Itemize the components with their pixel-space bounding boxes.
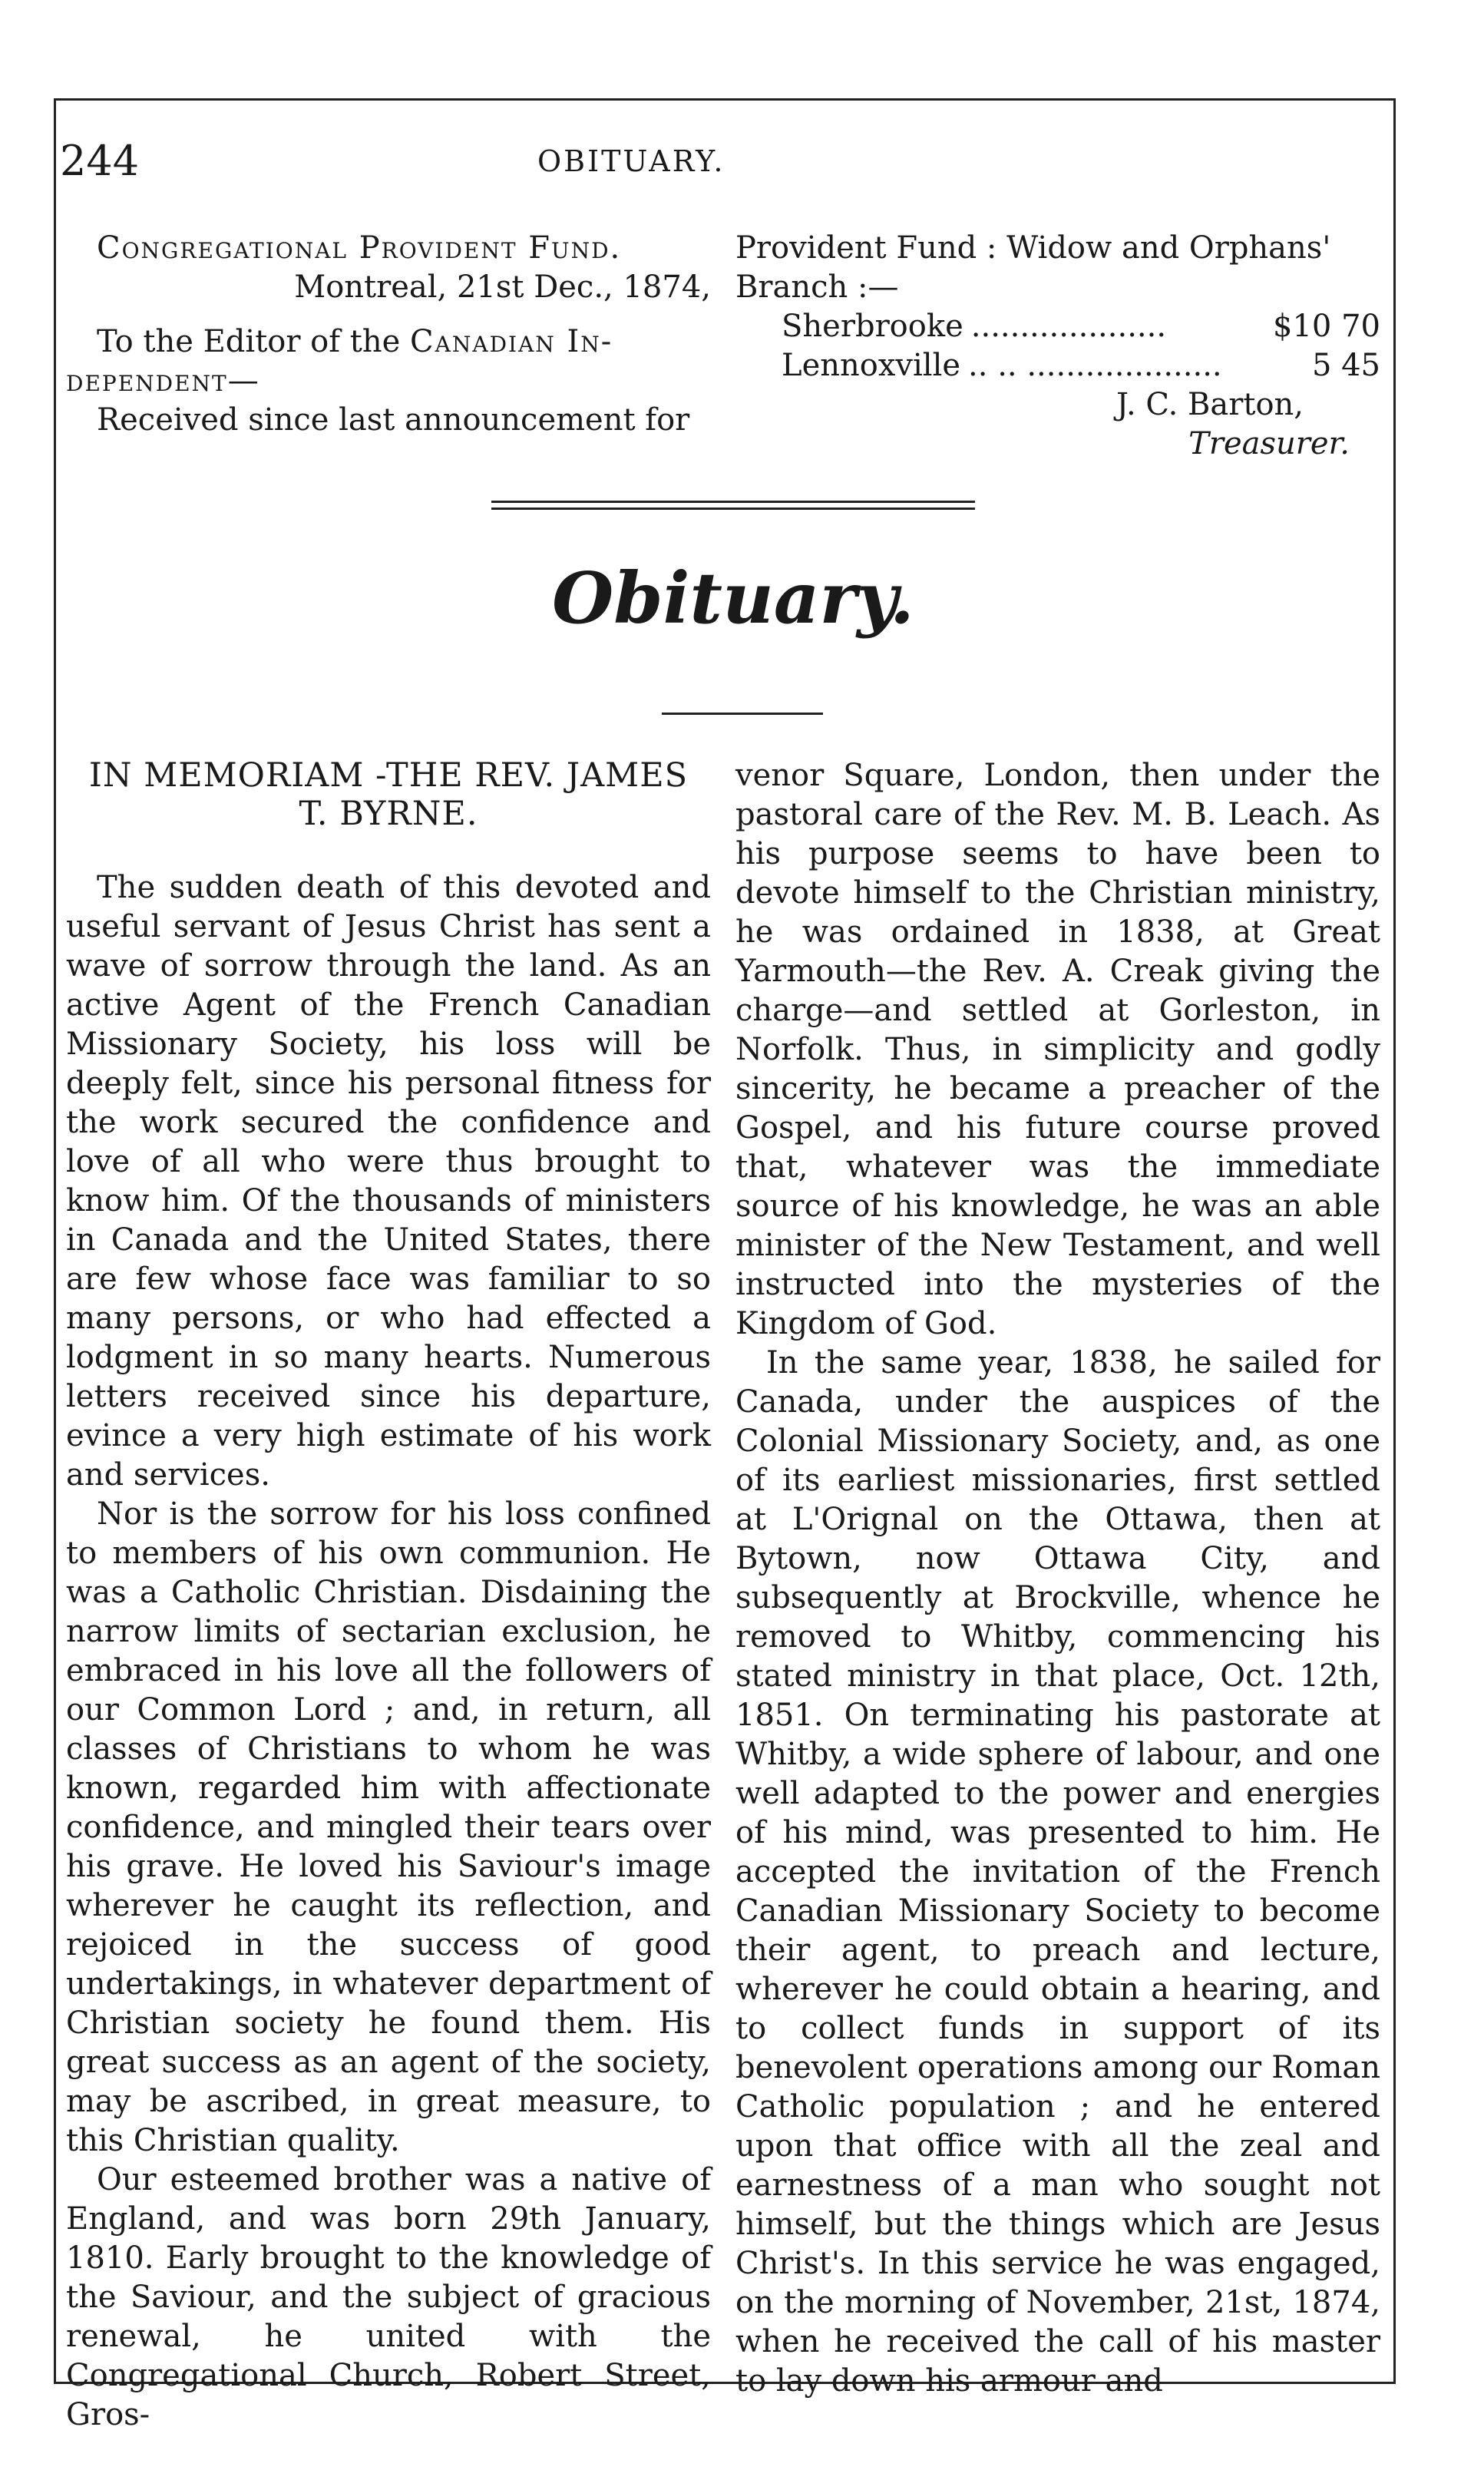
memoriam-paragraph-4: In the same year, 1838, he sailed for Canada, under the auspices of the Colonial Missionary Society, and, as one of its earliest missionaries, first settled at L'Orignal on the Ottawa, then at Bytown, now Ottawa City, and subsequently at Brockville, whence he removed to Whitby, commencing his stated ministry in that place, Oct. 12th, 1851. On terminating his pastorate at Whitby, a wide sphere of labour, and one well adapted to the power and energies of his mind, was presented to him. He accepted the invitation of the French Canadian Missionary Society to become their agent, to preach and lecture, wherever he could obtain a hearing, and to collect funds in support of its benevolent operations among our Roman Catholic population ; and he entered upon that office with all the zeal and earnestness of a man who sought not himself, but the things which are Jesus Christ's. In this service he was engaged, on the morning of November, 21st, 1874, when he received the call of his master to lay down his armour and — [735, 1345, 1380, 2399]
memoriam-paragraph-2: Nor is the sorrow for his loss confined to members of his own communion. He was a Catholic Christian. Disdaining the narrow limits of sectarian exclusion, he embraced in his love all the followers of our Common Lord ; and, in return, all classes of Christians to whom he was known, regarded him with affectionate confidence, and mingled their tears over his grave. He loved his Saviour's image wherever he caught its reflection, and rejoiced in the success of good undertakings, in whatever department of Christian society he found them. His great success as an agent of the society, may be ascribed, in great measure, to this Christian quality. — [66, 1496, 711, 2158]
salutation-part-3: dependent— — [66, 363, 260, 398]
memoriam-left-column — [66, 756, 711, 2435]
signature-title: Treasurer. — [1188, 426, 1350, 461]
memoriam-paragraph-continued: venor Square, London, then under the pastoral care of the Rev. M. B. Leach. As his purpose seems to have been to devote himself to the Christian ministry, he was ordained in 1838, at Great Yarmouth—the Rev. A. Creak giving the charge—and settled at Gorleston, in Norfolk. Thus, in simplicity and godly sincerity, he became a preacher of the Gospel, and his future course proved that, whatever was the immediate source of his knowledge, he was an able minister of the New Testament, and well instructed into the mysteries of the Kingdom of God. — [735, 758, 1380, 1341]
receipt-place: Sherbrooke — [782, 309, 963, 344]
receipt-entry-lennoxville — [735, 346, 1380, 385]
memoriam-title-line-1: IN MEMORIAM -THE REV. JAMES — [88, 756, 689, 795]
receipt-entry-sherbrooke — [735, 307, 1380, 346]
page-border-right — [1393, 98, 1396, 2382]
letter-right-column — [735, 229, 1380, 464]
letter-left-column — [66, 229, 711, 440]
page-number: 244 — [60, 137, 140, 185]
letter-dateline: Montreal, 21st Dec., 1874, — [294, 269, 711, 305]
section-short-rule — [662, 713, 823, 715]
letter-heading: Congregational Provident Fund. — [97, 230, 622, 266]
page-border-left — [54, 98, 56, 2382]
memoriam-right-column — [735, 756, 1380, 2401]
letter-branch-line: Branch :— — [735, 269, 899, 305]
receipt-leader-dots: .................... — [970, 309, 1167, 344]
receipt-place: Lennoxville — [782, 348, 961, 383]
salutation-part-1: To the Editor of the — [97, 324, 401, 359]
receipt-leader-dots: .. .. .................... — [968, 348, 1222, 383]
salutation-part-2: Canadian In- — [410, 324, 613, 359]
memoriam-title-line-2: T. BYRNE. — [299, 795, 478, 833]
section-double-rule — [491, 501, 975, 510]
letter-salutation — [66, 322, 711, 401]
receipt-amount: 5 45 — [1311, 348, 1380, 383]
letter-received-line: Received since last announcement for — [97, 402, 690, 438]
memoriam-paragraph-1: The sudden death of this devoted and useful servant of Jesus Christ has sent a wave of sorrow through the land. As an active Agent of the French Canadian Missionary Society, his loss will be deeply felt, since his personal fitness for the work secured the confidence and love of all who were thus brought to know him. Of the thousands of ministers in Canada and the United States, there are few whose face was familiar to so many persons, or who had effected a lodgment in so many hearts. Numerous letters received since his departure, evince a very high estimate of his work and services. — [66, 870, 711, 1493]
section-title: Obituary. — [552, 557, 914, 640]
memoriam-title — [66, 756, 711, 833]
page-border-top — [54, 98, 1396, 101]
signature-name: J. C. Barton, — [1116, 387, 1304, 422]
running-head: OBITUARY. — [537, 144, 725, 178]
memoriam-paragraph-3: Our esteemed brother was a native of England, and was born 29th January, 1810. Early brought to the knowledge of the Saviour, and the subject of gracious renewal, he united with the Congregational Church, Robert Street, Gros- — [66, 2162, 711, 2432]
letter-fund-line: Provident Fund : Widow and Orphans' — [735, 230, 1331, 266]
receipt-amount: $10 70 — [1273, 309, 1380, 344]
